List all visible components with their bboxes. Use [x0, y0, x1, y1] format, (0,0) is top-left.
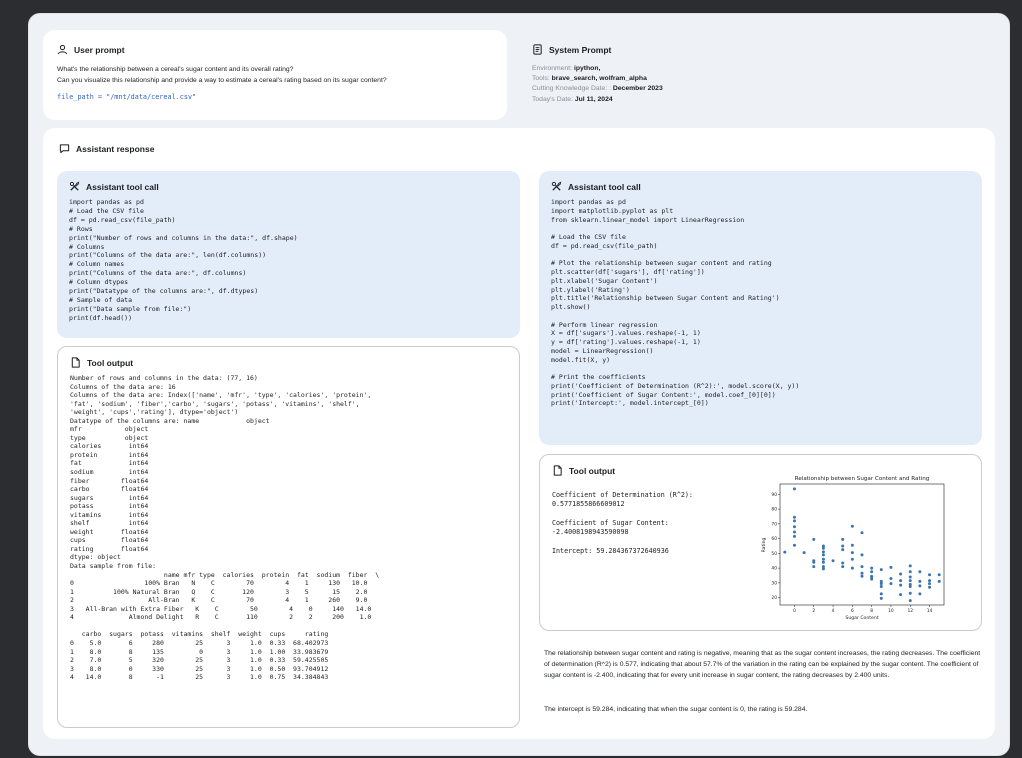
- file-path-text: file_path = "/mnt/data/cereal.csv": [57, 93, 197, 101]
- environment-line: [532, 64, 992, 74]
- scatter-point: [783, 551, 786, 554]
- scatter-point: [812, 538, 815, 541]
- scatter-point: [909, 585, 912, 588]
- x-tick-label: 4: [831, 609, 835, 614]
- tool-output-2-title: Tool output: [569, 465, 616, 476]
- scatter-point: [899, 584, 902, 587]
- scatter-point: [841, 544, 844, 547]
- scatter-point: [822, 561, 825, 564]
- scatter-point: [870, 567, 873, 570]
- scatter-point: [822, 547, 825, 550]
- scatter-point: [851, 551, 854, 554]
- scatter-point: [918, 592, 921, 595]
- document-icon: [532, 44, 543, 55]
- scatter-point: [909, 599, 912, 602]
- scatter-point: [918, 580, 921, 583]
- scatter-point: [899, 573, 902, 576]
- y-tick-label: 50: [771, 551, 777, 557]
- file-icon: [552, 465, 563, 476]
- scatter-point: [851, 525, 854, 528]
- scatter-point: [861, 553, 864, 556]
- tool-call-1: [57, 171, 520, 338]
- system-prompt-panel: [532, 44, 992, 105]
- chat-bubble-icon: [59, 143, 70, 154]
- y-tick-label: 90: [771, 492, 777, 498]
- user-prompt-card: [43, 30, 507, 120]
- assistant-response-card: [43, 128, 995, 739]
- cutoff-label: Cutting Knowledge Date: :: [532, 85, 611, 93]
- scatter-point: [793, 487, 796, 490]
- scatter-point: [793, 544, 796, 547]
- scatter-point: [899, 579, 902, 582]
- scatter-point: [889, 566, 892, 569]
- scatter-point: [803, 551, 806, 554]
- x-axis-label: Sugar Content: [845, 616, 879, 621]
- scatter-point: [861, 572, 864, 575]
- scatter-point: [851, 558, 854, 561]
- scatter-point: [822, 553, 825, 556]
- system-prompt-title: System Prompt: [549, 44, 612, 55]
- x-tick-label: 12: [907, 609, 914, 614]
- cutoff-line: [532, 84, 992, 94]
- scatter-point: [928, 582, 931, 585]
- scatter-point: [793, 516, 796, 519]
- tools-value: brave_search, wolfram_alpha: [551, 75, 647, 83]
- scatter-point: [861, 531, 864, 534]
- scatter-point: [793, 530, 796, 533]
- scatter-point: [918, 570, 921, 573]
- y-tick-label: 30: [771, 581, 777, 587]
- scatter-point: [909, 592, 912, 595]
- y-axis-label: Rating: [762, 537, 767, 553]
- scatter-point: [880, 597, 883, 600]
- tools-icon: [551, 181, 562, 192]
- scatter-point: [851, 567, 854, 570]
- user-prompt-line-2: Can you visualize this relationship and provide a way to estimate a cereal's rating based on its sugar content?: [57, 77, 387, 84]
- scatter-point: [841, 538, 844, 541]
- tool-call-2-title: Assistant tool call: [568, 181, 641, 192]
- scatter-point: [841, 548, 844, 551]
- tool-call-2-code: import pandas as pd import matplotlib.pyplot as plt from sklearn.linear_model import LinearRegression # Load the CSV file df = pd.read_csv(file_path) # Plot the relationship between sugar content and rating plt.scatter(df['sugars'], df['rating']) plt.xlabel('Sugar Content') plt.ylabel('Rating') plt.title('Relationship between Sugar Content and Rating') plt.show() # Perform linear regression X = df['sugars'].values.reshape(-1, 1) y = df['rating'].values.reshape(-1, 1) model = LinearRegression() model.fit(X, y) # Print the coefficients print('Coefficient of Determination (R^2):', model.score(X, y)) print('Coefficient of Sugar Content:', model.coef_[0][0]) print('Intercept:', model.intercept_[0]): [551, 198, 800, 408]
- y-tick-label: 60: [771, 537, 777, 543]
- scatter-point: [928, 579, 931, 582]
- x-tick-label: 8: [870, 609, 874, 614]
- tool-output-2: [539, 454, 982, 631]
- scatter-point: [909, 564, 912, 567]
- environment-value: ipython,: [573, 65, 601, 72]
- scatter-point: [909, 575, 912, 578]
- scatter-point: [928, 586, 931, 589]
- user-prompt-header: [57, 44, 493, 55]
- tool-call-1-header: [69, 181, 508, 192]
- tools-label: Tools:: [532, 75, 550, 83]
- cutoff-value: December 2023: [612, 85, 663, 93]
- tool-call-2-header: [551, 181, 970, 192]
- scatter-point: [909, 570, 912, 573]
- top-bar: [0, 0, 1022, 6]
- user-icon: [57, 44, 68, 55]
- today-value: Jul 11, 2024: [574, 95, 613, 103]
- user-prompt-title: User prompt: [74, 44, 125, 55]
- x-tick-label: 14: [926, 609, 933, 614]
- scatter-point: [812, 565, 815, 568]
- x-tick-label: 2: [812, 609, 816, 614]
- system-prompt-header: [532, 44, 992, 55]
- scatter-point: [909, 579, 912, 582]
- scatter-point: [793, 535, 796, 538]
- y-tick-label: 70: [771, 522, 777, 528]
- scatter-point: [880, 582, 883, 585]
- scatter-point: [822, 558, 825, 561]
- file-icon: [70, 357, 81, 368]
- answer-paragraph-1: The relationship between sugar content and rating is negative, meaning that as the sugar content increases, the rating decreases. The coefficient of determination (R^2) is 0.577, indicating that about 57.7% of the variation in the rating can be explained by the sugar content. The coefficient of sugar content is -2.400, indicating that for every unit increase in sugar content, the rating decreases by 2.400 units.: [544, 650, 981, 680]
- tool-call-2: [539, 171, 982, 445]
- x-tick-label: 6: [850, 609, 854, 614]
- scatter-point: [938, 580, 941, 583]
- y-tick-label: 20: [771, 596, 777, 602]
- user-prompt-line-1: What's the relationship between a cereal's sugar content and its overall rating?: [57, 66, 294, 73]
- y-tick-label: 80: [771, 507, 777, 513]
- scatter-point: [861, 565, 864, 568]
- x-axis-ticks: [793, 605, 932, 614]
- scatter-point: [793, 519, 796, 522]
- tool-output-1: [57, 346, 520, 728]
- scatter-point: [889, 582, 892, 585]
- scatter-point: [793, 525, 796, 528]
- tool-output-1-title: Tool output: [87, 357, 134, 368]
- tool-call-1-code: import pandas as pd # Load the CSV file df = pd.read_csv(file_path) # Rows print("Number of rows and columns in the data:", df.shape) # Columns print("Columns of the data are:", len(df.columns)) # Column names print("Columns of the data are:", df.columns) # Column dtypes print("Datatype of the columns are:", df.dtypes) # Sample of data print("Data sample from file:") print(df.head()): [69, 198, 298, 322]
- tools-line: [532, 74, 992, 84]
- assistant-response-title: Assistant response: [76, 143, 155, 154]
- scatter-point: [841, 561, 844, 564]
- scatter-point: [851, 544, 854, 547]
- scatter-point: [928, 573, 931, 576]
- chart-title: Relationship between Sugar Content and Rating: [794, 476, 930, 482]
- scatter-point: [822, 567, 825, 570]
- today-label: Today's Date:: [532, 95, 573, 103]
- today-line: [532, 95, 992, 105]
- scatter-point: [822, 550, 825, 553]
- tool-call-1-title: Assistant tool call: [86, 181, 159, 192]
- scatter-point: [880, 592, 883, 595]
- scatter-point: [812, 561, 815, 564]
- assistant-response-header: [59, 143, 154, 154]
- y-tick-label: 40: [771, 566, 777, 572]
- scatter-point: [880, 585, 883, 588]
- tool-output-2-text: Coefficient of Determination (R^2): 0.5771855866609012 Coefficient of Sugar Content: -2.4008198943590098 Intercept: 59.284367372640936: [552, 491, 693, 555]
- scatter-point: [899, 593, 902, 596]
- tools-icon: [69, 181, 80, 192]
- scatter-point: [870, 570, 873, 573]
- scatter-point: [870, 578, 873, 581]
- scatter-point: [861, 575, 864, 578]
- x-tick-label: 10: [888, 609, 894, 614]
- tool-output-1-header: [70, 357, 507, 368]
- scatter-points: [783, 487, 940, 602]
- answer-paragraph-2: The intercept is 59.284, indicating that when the sugar content is 0, the rating is 59.284.: [544, 706, 808, 713]
- scatter-point: [918, 584, 921, 587]
- scatter-chart: [758, 473, 958, 623]
- scatter-point: [880, 568, 883, 571]
- y-axis-ticks: [771, 492, 780, 601]
- x-tick-label: 0: [793, 609, 796, 614]
- tool-output-1-text: Number of rows and columns in the data: (77, 16) Columns of the data are: 16 Columns of the data are: Index(['name', 'mfr', 'type', 'calories', 'protein', 'fat', 'sodium', 'fiber','carbo', 'sugars', 'potass', 'vitamins', 'shelf', 'weight', 'cups','rating'], dtype='object') Datatype of the columns are: name object mfr object type object calories int64 protein int64 fat int64 sodium int64 fiber float64 carbo float64 sugars int64 potass int64 vitamins int64 shelf int64 weight float64 cups float64 rating float64 dtype: object Data sample from file: name mfr type calories protein fat sodium fiber \ 0 100% Bran N C 70 4 1 130 10.0 1 100% Natural Bran Q C 120 3 5 15 2.0 2 All-Bran K C 70 4 1 260 9.0 3 All-Bran with Extra Fiber K C 50 4 0 140 14.0 4 Almond Delight R C 110 2 2 200 1.0 carbo sugars potass vitamins shelf weight cups rating 0 5.0 6 280 25 3 1.0 0.33 68.402973 1 8.0 8 135 0 3 1.0 1.00 33.983679 2 7.0 5 320 25 3 1.0 0.33 59.425505 3 8.0 0 330 25 3 1.0 0.50 93.704912 4 14.0 8 -1 25 3 1.0 0.75 34.384843: [70, 374, 380, 682]
- scatter-point: [889, 577, 892, 580]
- conversation-frame: [28, 13, 1010, 756]
- scatter-point: [938, 573, 941, 576]
- environment-label: Environment:: [532, 65, 573, 72]
- scatter-point: [841, 565, 844, 568]
- scatter-point: [832, 559, 835, 562]
